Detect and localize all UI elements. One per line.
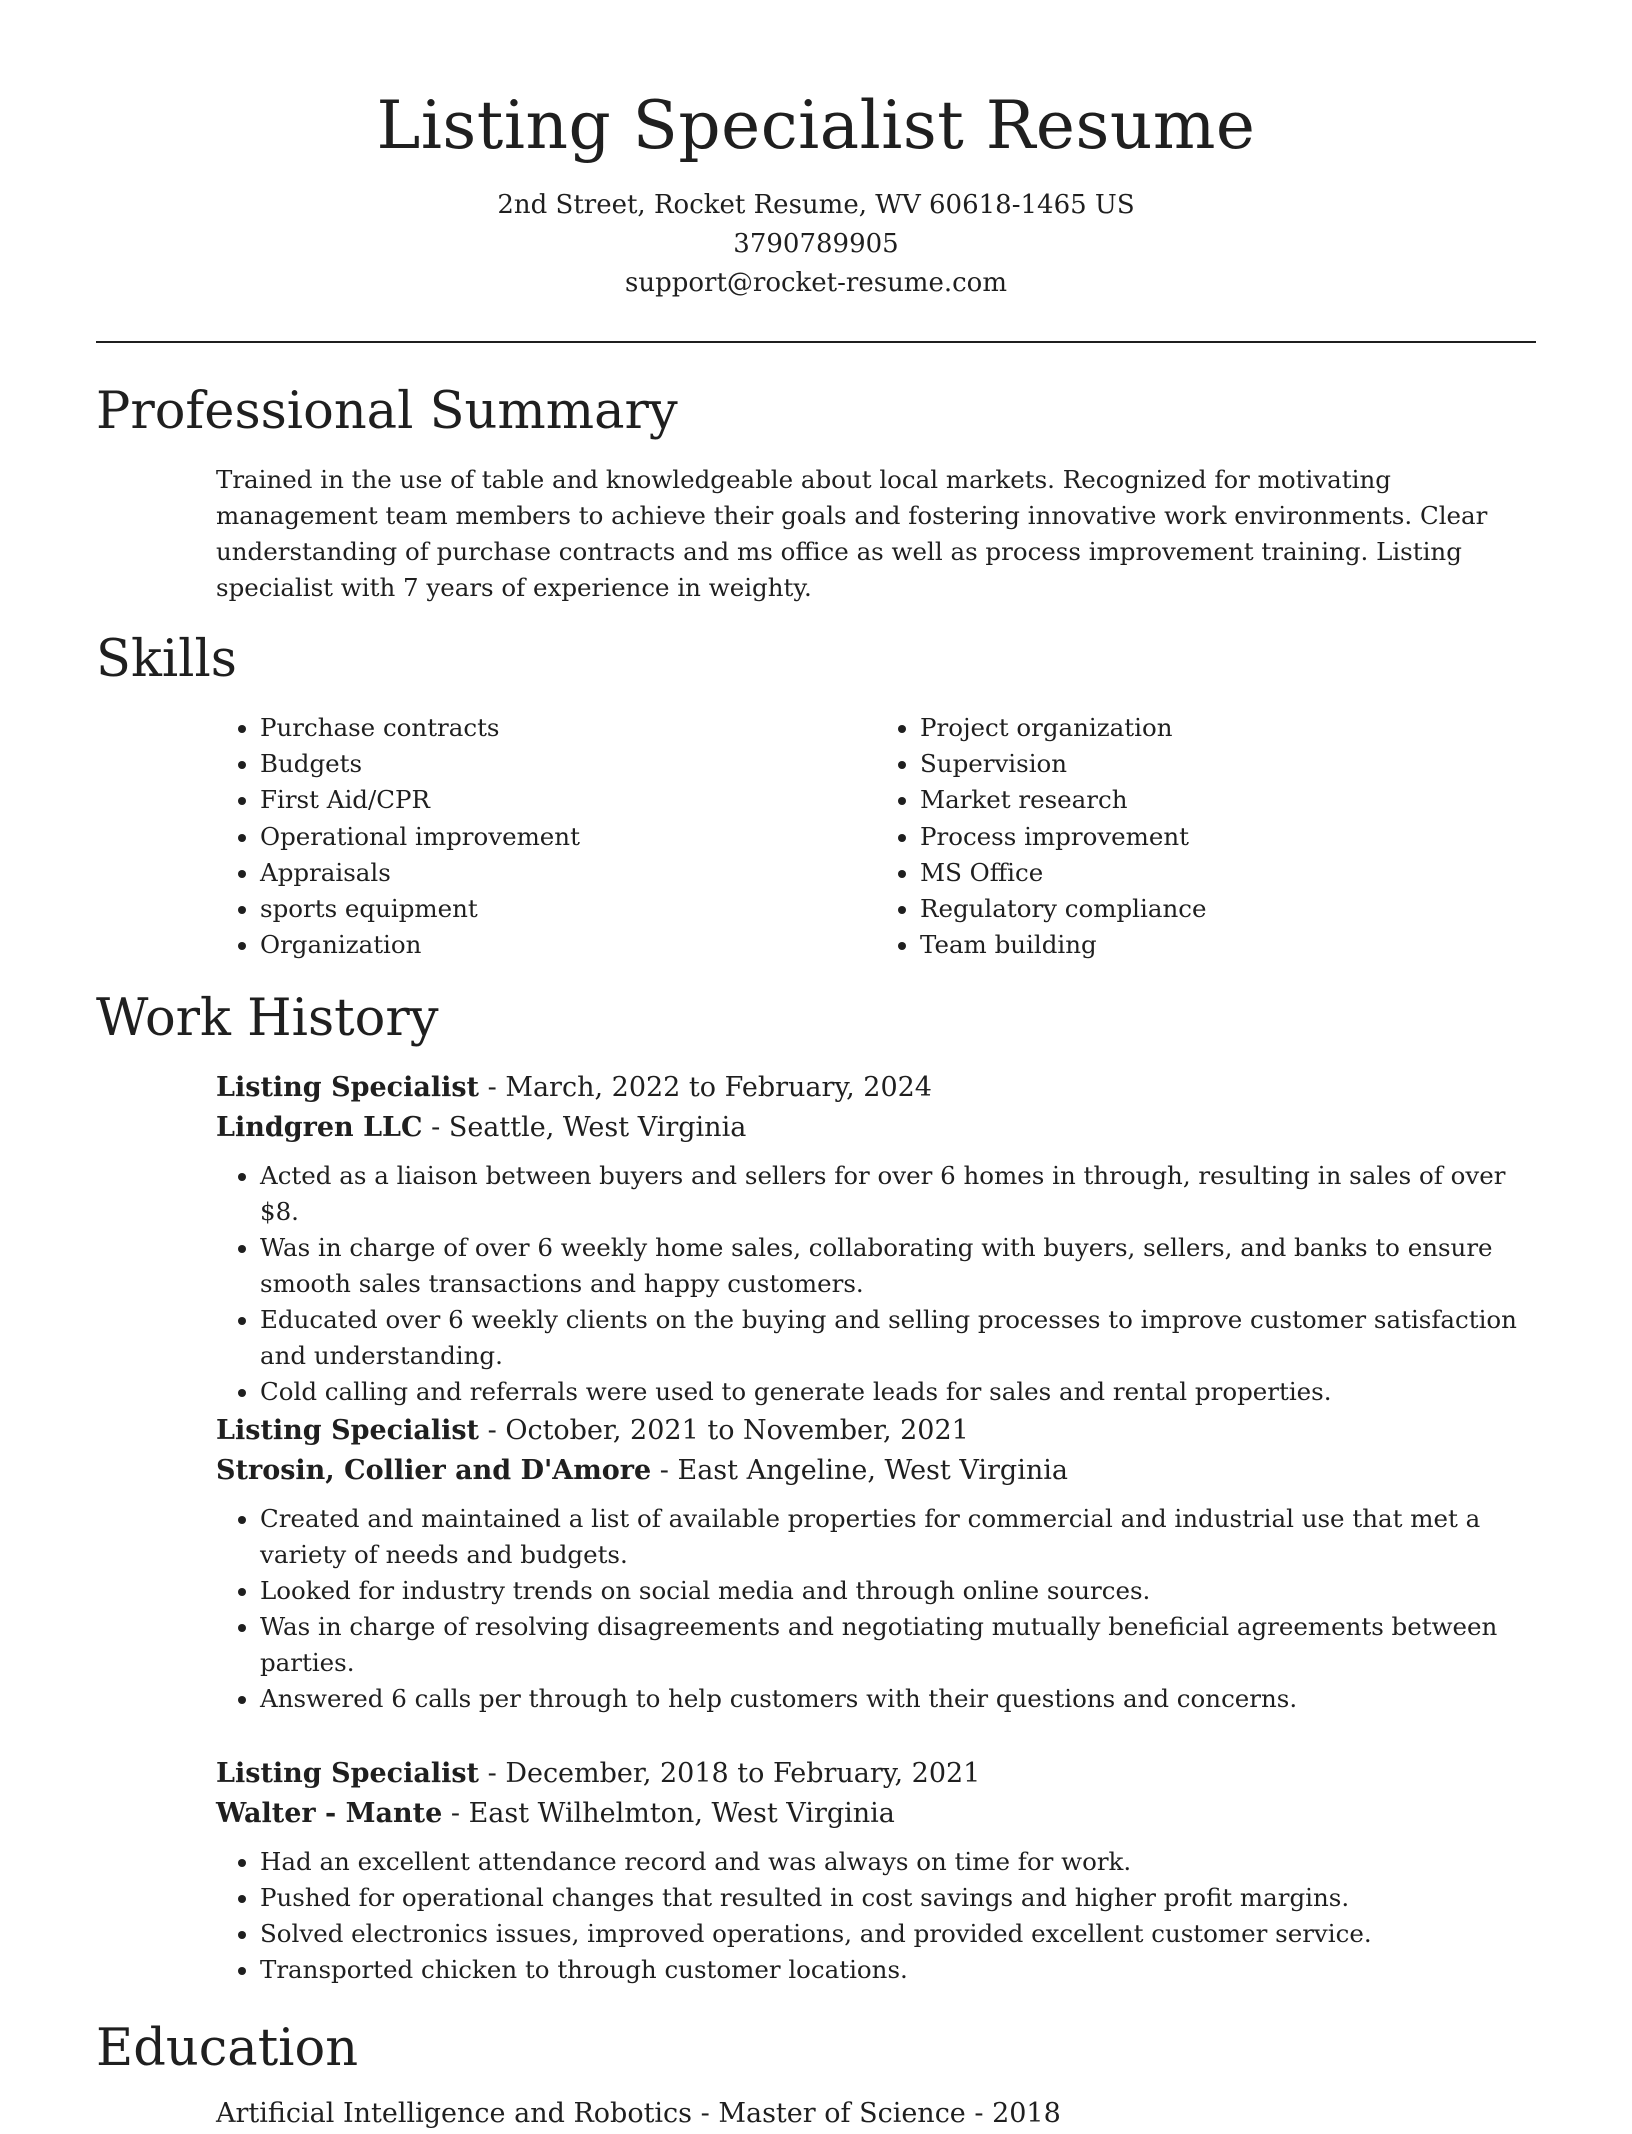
job-title-line: Listing Specialist - October, 2021 to November, 2021 [216,1415,969,1446]
skill-item: • Project organization [920,710,1536,746]
job-title-line: Listing Specialist - December, 2018 to February, 2021 [216,1758,981,1789]
skill-item: • Purchase contracts [260,710,876,746]
job-bullets [216,1844,1536,1988]
skill-item: • Regulatory compliance [920,891,1536,927]
job-bullets [216,1158,1536,1410]
skill-item: • Operational improvement [260,819,876,855]
skill-item: • Market research [920,782,1536,818]
job-bullet: • Educated over 6 weekly clients on the buying and selling processes to improve customer satisfaction and understanding. [260,1302,1536,1374]
skill-item: • MS Office [920,855,1536,891]
skill-item: • sports equipment [260,891,876,927]
job-company: Strosin, Collier and D'Amore [216,1455,652,1486]
job-dates: October, 2021 to November, 2021 [505,1415,969,1446]
job-entry [216,1411,1536,1717]
job-entry [216,1068,1536,1410]
skill-item: • Organization [260,927,876,963]
job-dates: December, 2018 to February, 2021 [505,1758,981,1789]
job-bullet: • Had an excellent attendance record and was always on time for work. [260,1844,1536,1880]
job-company-line: Walter - Mante - East Wilhelmton, West Virginia [216,1798,895,1829]
job-entry [216,1754,1536,1988]
skills-list [216,710,1536,963]
skills-column-left [216,710,876,963]
summary-text: Trained in the use of table and knowledgeable about local markets. Recognized for motivating management team members to achieve their goals and fostering innovative work environments. Clear understanding of purchase contracts and ms office as well as process improvement training. Listing specialist with 7 years of experience in weighty. [216,465,1488,602]
education-heading: Education [96,2019,359,2078]
job-dates: March, 2022 to February, 2024 [505,1072,932,1103]
skill-item: • First Aid/CPR [260,782,876,818]
job-location: East Wilhelmton, West Virginia [468,1798,895,1829]
skills-column-right [876,710,1536,963]
job-bullet: • Transported chicken to through customer locations. [260,1952,1536,1988]
job-role: Listing Specialist [216,1072,480,1103]
job-bullet: • Created and maintained a list of available properties for commercial and industrial use that met a variety of needs and budgets. [260,1501,1536,1573]
skill-item: • Supervision [920,746,1536,782]
skill-item: • Team building [920,927,1536,963]
job-title-line: Listing Specialist - March, 2022 to February, 2024 [216,1072,932,1103]
job-bullet: • Solved electronics issues, improved operations, and provided excellent customer service. [260,1916,1536,1952]
skill-item: • Appraisals [260,855,876,891]
resume-header [0,0,1632,303]
email-text: support@rocket-resume.com [624,268,1007,298]
job-role: Listing Specialist [216,1415,480,1446]
job-bullet: • Was in charge of over 6 weekly home sales, collaborating with buyers, sellers, and banks to ensure smooth sales transactions and happy customers. [260,1230,1536,1302]
job-location: East Angeline, West Virginia [677,1455,1068,1486]
job-location: Seattle, West Virginia [448,1112,747,1143]
work-history-heading: Work History [96,989,439,1048]
job-company-line: Lindgren LLC - Seattle, West Virginia [216,1112,747,1143]
job-company-line: Strosin, Collier and D'Amore - East Angeline, West Virginia [216,1455,1068,1486]
job-bullet: • Answered 6 calls per through to help customers with their questions and concerns. [260,1681,1536,1717]
skills-heading: Skills [96,630,237,689]
header-divider [96,341,1536,343]
job-bullet: • Was in charge of resolving disagreements and negotiating mutually beneficial agreements between parties. [260,1609,1536,1681]
summary-heading: Professional Summary [96,382,678,441]
job-bullet: • Pushed for operational changes that resulted in cost savings and higher profit margins. [260,1880,1536,1916]
address-text: 2nd Street, Rocket Resume, WV 60618-1465 US [497,190,1135,220]
phone-text: 3790789905 [733,229,899,259]
skill-item: • Process improvement [920,819,1536,855]
job-company: Lindgren LLC [216,1112,423,1143]
skill-item: • Budgets [260,746,876,782]
education-entry: Artificial Intelligence and Robotics - Master of Science - 2018 [216,2098,1061,2129]
job-role: Listing Specialist [216,1758,480,1789]
contact-info [0,186,1632,303]
resume-title: Listing Specialist Resume [376,87,1256,164]
job-company: Walter - Mante [216,1798,443,1829]
job-bullet: • Looked for industry trends on social media and through online sources. [260,1573,1536,1609]
job-bullet: • Cold calling and referrals were used to generate leads for sales and rental properties. [260,1374,1536,1410]
job-bullets [216,1501,1536,1717]
job-bullet: • Acted as a liaison between buyers and sellers for over 6 homes in through, resulting in sales of over $8. [260,1158,1536,1230]
